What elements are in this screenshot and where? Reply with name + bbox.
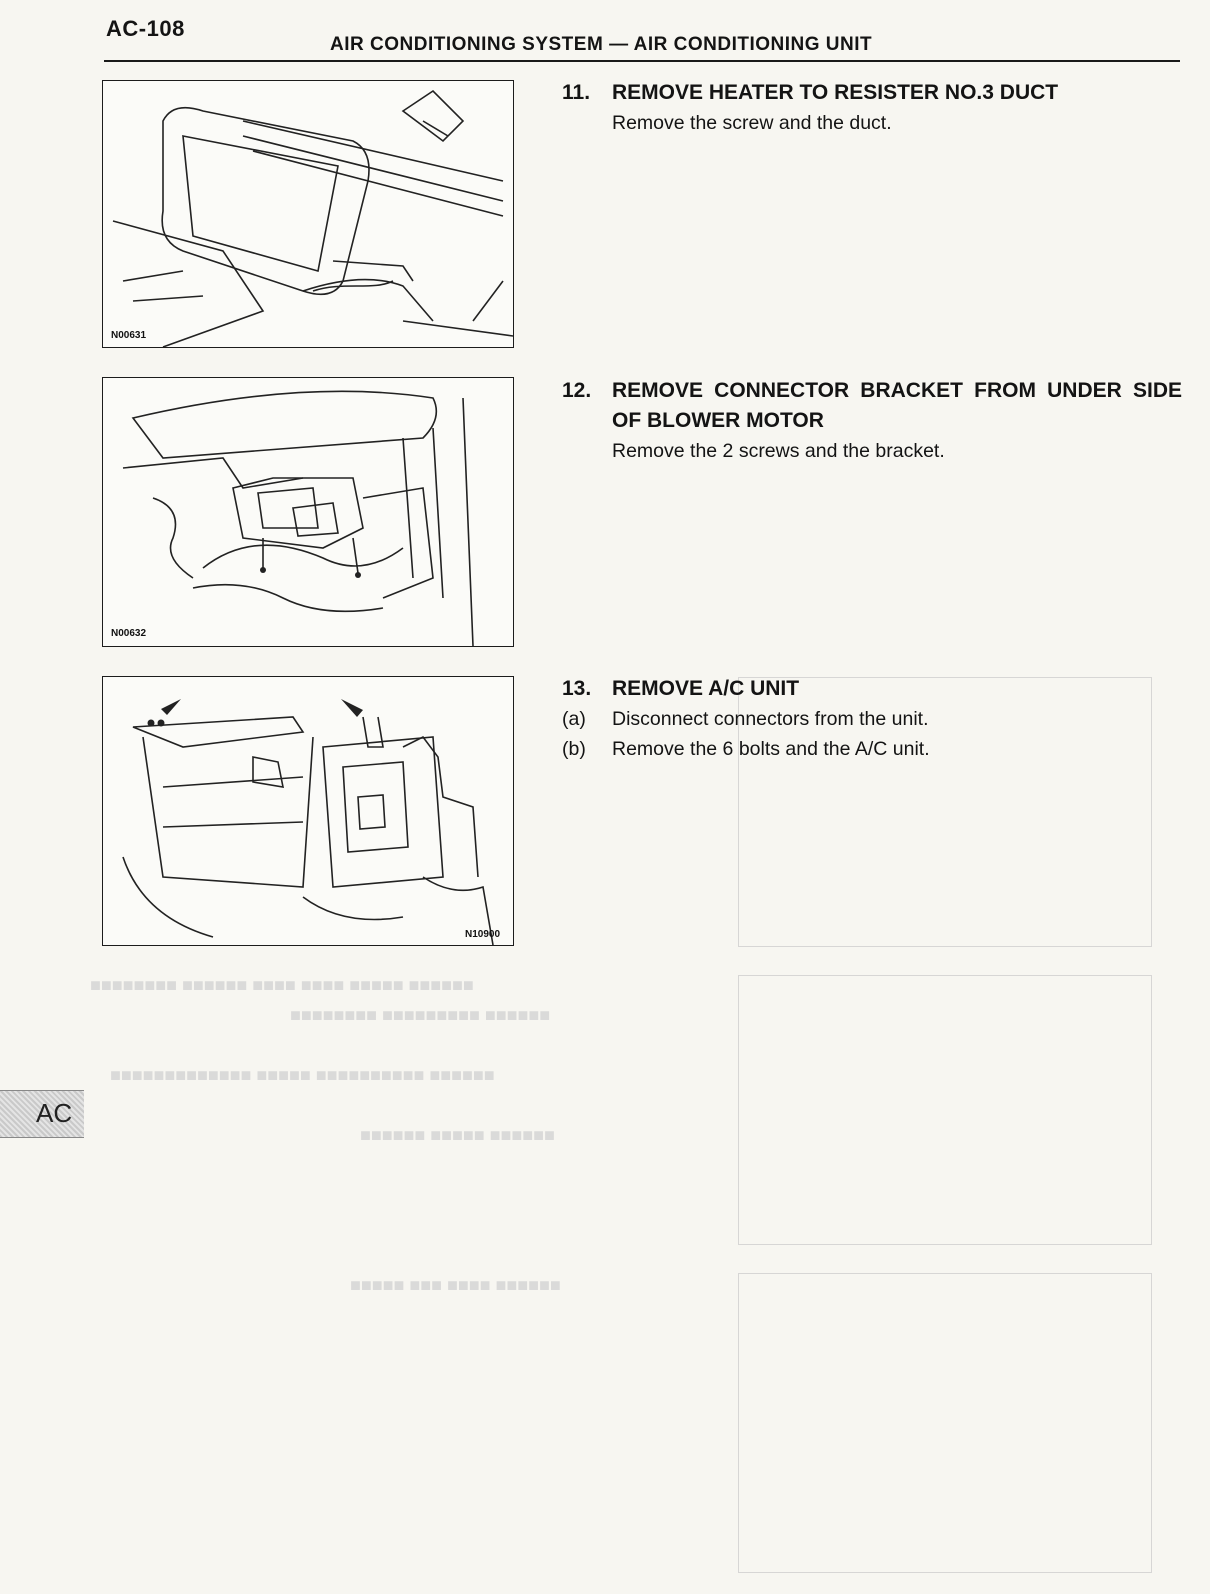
bleed-through-figure-2 — [738, 975, 1152, 1245]
step-12 — [562, 376, 1182, 466]
header-rule — [104, 60, 1180, 62]
step-heading: REMOVE CONNECTOR BRACKET FROM UNDER SIDE OF BLOWER MOTOR — [612, 379, 1182, 432]
step-title — [562, 376, 1182, 436]
step-number: 12. — [562, 379, 592, 402]
heater-duct-illustration — [103, 81, 513, 347]
figure-code: N00632 — [111, 628, 147, 639]
substep-text: Disconnect connectors from the unit. — [612, 708, 929, 730]
step-title — [562, 674, 1182, 704]
step-number: 13. — [562, 677, 592, 700]
figure-code: N10900 — [465, 929, 501, 940]
step-heading: REMOVE A/C UNIT — [612, 677, 800, 700]
bleed-through-figure-3 — [738, 1273, 1152, 1573]
step-number: 11. — [562, 81, 591, 104]
bleed-through-text: ■■■■■■ ■■■■■■■■■■ ■■■■■ ■■■■■■■■■■■■■ — [110, 1065, 495, 1085]
figure-blower-bracket — [102, 377, 514, 647]
step-13 — [562, 674, 1182, 764]
figure-heater-duct — [102, 80, 514, 348]
page-header-title: AIR CONDITIONING SYSTEM — AIR CONDITIONING UNIT — [330, 34, 873, 55]
figure-code: N00631 — [111, 330, 147, 341]
ac-unit-illustration — [103, 677, 513, 945]
section-tab — [0, 1090, 84, 1138]
substep-list — [562, 704, 1182, 764]
step-11 — [562, 78, 1182, 138]
step-heading: REMOVE HEATER TO RESISTER NO.3 DUCT — [612, 81, 1059, 104]
bleed-through-text: ■■■■■■ ■■■■■ ■■■■■■ — [360, 1125, 555, 1145]
step-instruction: Remove the 2 screws and the bracket. — [612, 440, 945, 462]
bleed-through-text: ■■■■■■ ■■■■■ ■■■■ ■■■■ ■■■■■■ ■■■■■■■■ — [90, 975, 474, 995]
substep-text: Remove the 6 bolts and the A/C unit. — [612, 738, 930, 760]
bleed-through-text: ■■■■■■ ■■■■■■■■■ ■■■■■■■■ — [290, 1005, 551, 1025]
section-tab-label: AC — [36, 1098, 73, 1128]
figure-ac-unit — [102, 676, 514, 946]
substep-a — [562, 704, 1182, 734]
page-number: AC-108 — [106, 16, 185, 41]
step-title — [562, 78, 1182, 108]
step-instruction: Remove the screw and the duct. — [612, 112, 892, 134]
substep-label: (a) — [562, 708, 586, 730]
substep-label: (b) — [562, 738, 586, 760]
bleed-through-text: ■■■■■■ ■■■■ ■■■ ■■■■■ — [350, 1275, 561, 1295]
blower-bracket-illustration — [103, 378, 513, 646]
substep-b — [562, 734, 1182, 764]
